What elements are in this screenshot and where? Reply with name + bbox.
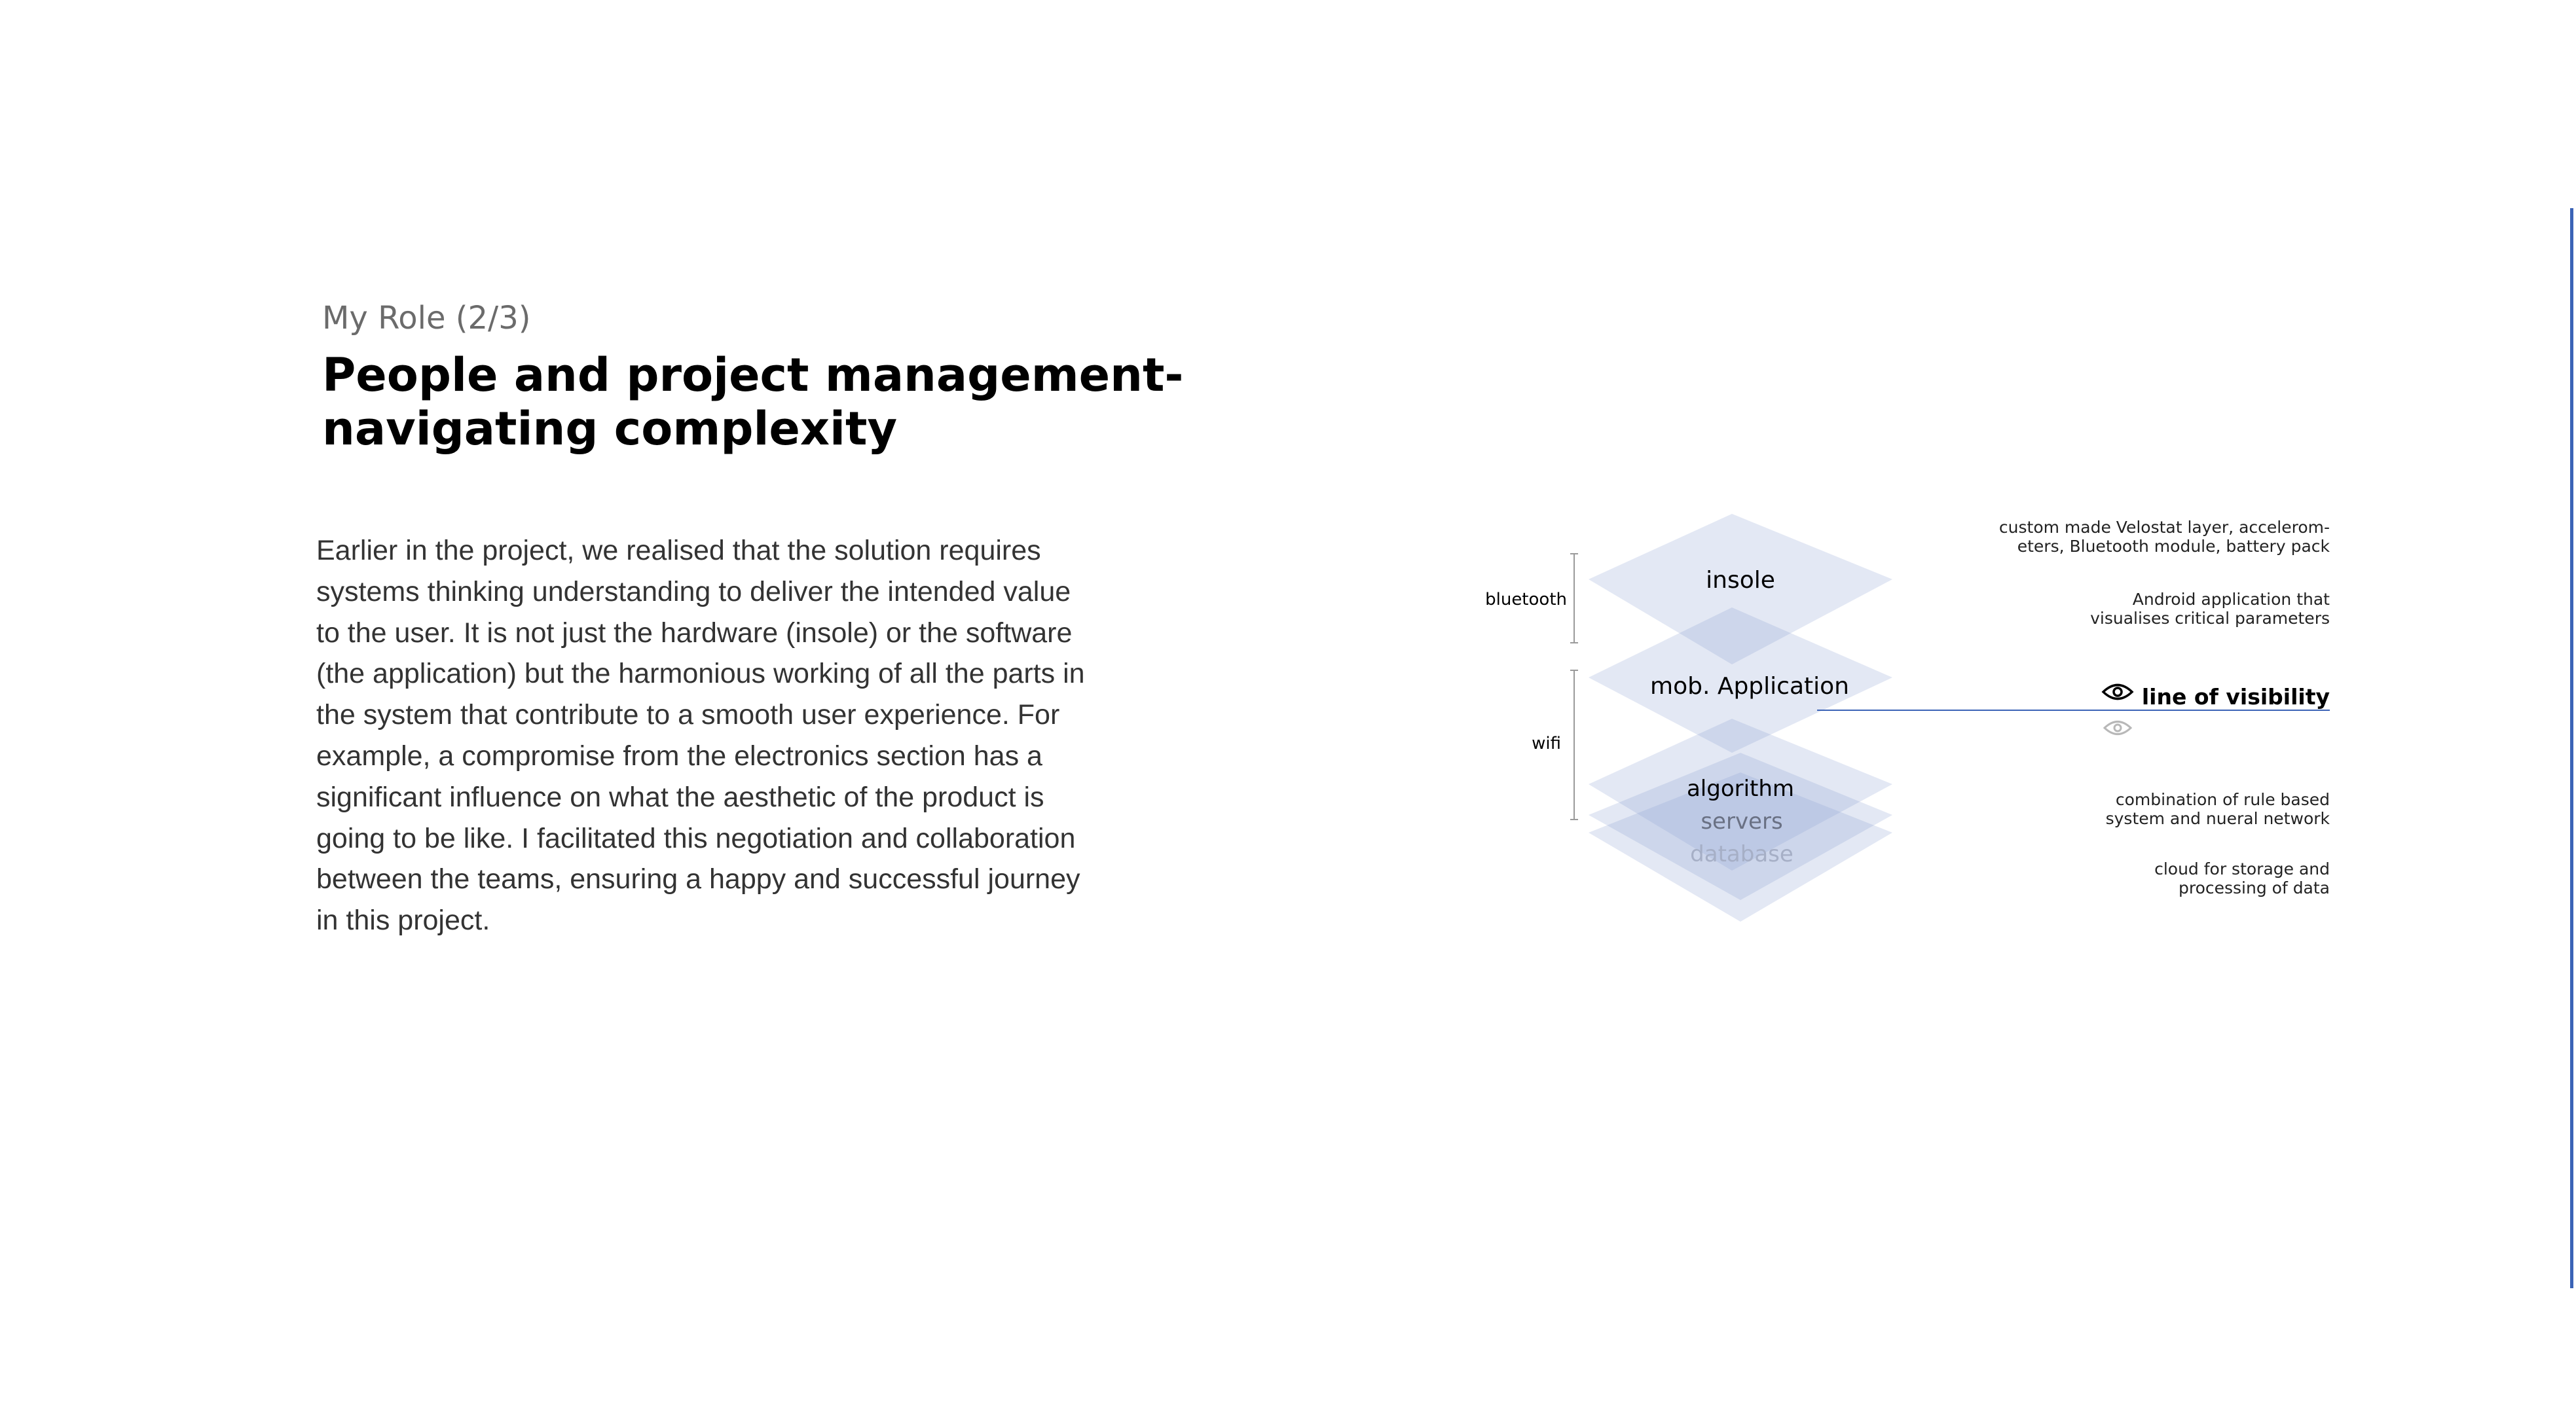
body-line: example, a compromise from the electronics section has a xyxy=(316,740,1042,772)
algorithm-layer-label: algorithm xyxy=(1686,776,1795,802)
body-line: the system that contribute to a smooth user experience. For xyxy=(316,699,1060,731)
body-line: to the user. It is not just the hardware (insole) or the software xyxy=(316,617,1073,649)
body-line: systems thinking understanding to deliver the intended value xyxy=(316,575,1071,607)
title-line: navigating complexity xyxy=(322,402,898,456)
wifi-label: wifi xyxy=(1532,734,1561,753)
app-description-line: visualises critical parameters xyxy=(2090,609,2330,628)
body-line: in this project. xyxy=(316,905,490,937)
body-line: (the application) but the harmonious working of all the parts in xyxy=(316,658,1085,690)
body-line: Earlier in the project, we realised that the solution requires xyxy=(316,535,1041,566)
insole-layer-label: insole xyxy=(1706,567,1775,594)
insole-description-line: eters, Bluetooth module, battery pack xyxy=(2017,537,2330,556)
bluetooth-bracket xyxy=(1570,554,1578,643)
section-overline: My Role (2/3) xyxy=(322,300,531,336)
body-line: going to be like. I facilitated this negotiation and collaboration xyxy=(316,822,1076,854)
body-line: between the teams, ensuring a happy and successful journey xyxy=(316,863,1080,895)
app-description-line: Android application that xyxy=(2132,590,2330,609)
database-layer-label: database xyxy=(1690,841,1794,867)
cloud-description-line: cloud for storage and xyxy=(2154,859,2330,878)
servers-layer-label: servers xyxy=(1701,808,1783,835)
visibility-label: line of visibility xyxy=(2141,684,2330,710)
insole-description-line: custom made Velostat layer, accelerom- xyxy=(1998,518,2330,537)
cloud-description-line: processing of data xyxy=(2178,878,2330,897)
application-layer-label: mob. Application xyxy=(1650,673,1849,700)
wifi-bracket xyxy=(1570,670,1578,820)
title-line: People and project management- xyxy=(322,348,1184,402)
bluetooth-label: bluetooth xyxy=(1485,590,1567,609)
slide-edge-rule xyxy=(2570,208,2574,1288)
algorithm-description-line: combination of rule based xyxy=(2115,790,2330,809)
algorithm-description-line: system and nueral network xyxy=(2105,809,2330,828)
body-line: significant influence on what the aesthetic of the product is xyxy=(316,781,1044,813)
eye-icon xyxy=(2103,685,2132,699)
eye-hidden-icon xyxy=(2105,722,2131,734)
